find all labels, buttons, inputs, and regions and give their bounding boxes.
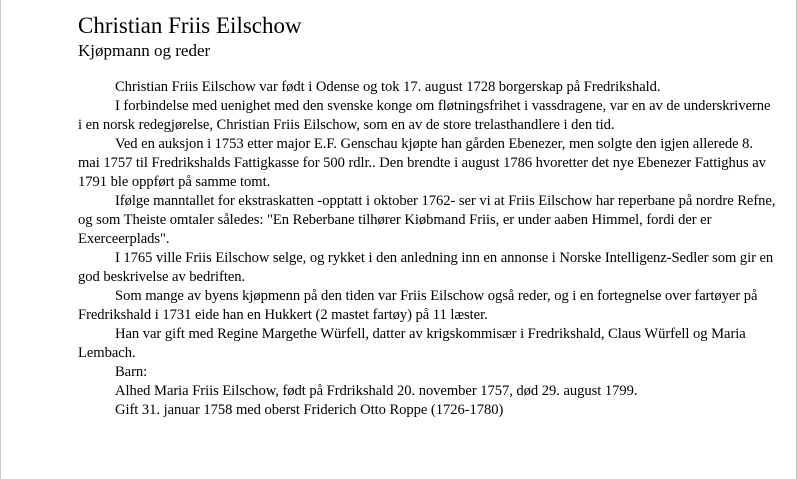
paragraph-ropewalk: Ifølge manntallet for ekstraskatten -opptatt i oktober 1762- ser vi at Friis Eilschow har reperbane på nordre Refne, og som Theiste omtaler således: "En Reberbane tilhører Kiøbmand Friis, er under aaben Himmel, fordi der er Exerceerplads".: [78, 193, 776, 247]
paragraph-child-marriage: Gift 31. januar 1758 med oberst Friderich Otto Roppe (1726-1780): [115, 402, 504, 418]
page-title: Christian Friis Eilschow: [78, 13, 302, 38]
paragraph-ebenezer: Ved en auksjon i 1753 etter major E.F. Genschau kjøpte han gården Ebenezer, men solgte den igjen allerede 8. mai 1757 til Fredrikshalds Fattigkasse for 500 rdlr.. Den brendte i august 1786 hvoretter det nye Ebenezer Fattighus av 1791 ble oppført på samme tomt.: [78, 136, 766, 190]
paragraph-child-alhed: Alhed Maria Friis Eilschow, født på Frdrikshald 20. november 1757, død 29. august 1799.: [115, 383, 638, 399]
paragraph-birth: Christian Friis Eilschow var født i Odense og tok 17. august 1728 borgerskap på Fredrikshald.: [115, 79, 661, 95]
paragraph-children-heading: Barn:: [115, 364, 148, 380]
document-body: [78, 78, 778, 420]
paragraph-marriage: Han var gift med Regine Margethe Würfell, datter av krigskommisær i Fredrikshald, Claus Würfell og Maria Lembach.: [78, 326, 746, 361]
document-content: [78, 12, 778, 420]
paragraph-sale-1765: I 1765 ville Friis Eilschow selge, og rykket i den anledning inn en annonse i Norske Intelligenz-Sedler som gir en god beskrivelse av bedriften.: [78, 250, 774, 285]
paragraph-timber-trade: I forbindelse med uenighet med den svenske konge om fløtningsfrihet i vassdragene, var en av de underskriverne i en norsk redegjørelse, Christian Friis Eilschow, som en av de store trelasthandlere i den tid.: [78, 98, 771, 133]
page-subtitle: Kjøpmann og reder: [78, 41, 211, 60]
paragraph-shipowner: Som mange av byens kjøpmenn på den tiden var Friis Eilschow også reder, og i en fortegnelse over fartøyer på Fredrikshald i 1731 eide han en Hukkert (2 mastet fartøy) på 11 læster.: [78, 288, 758, 323]
